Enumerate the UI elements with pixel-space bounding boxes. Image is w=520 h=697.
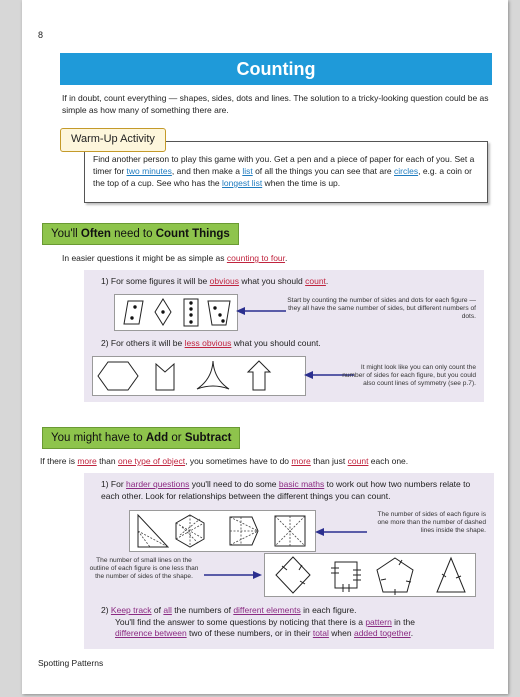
dot (189, 307, 192, 310)
item-text: in the (391, 616, 415, 627)
item-text: You'll find the answer to some questions by noticing that there is a (115, 616, 366, 627)
heading-bold: Count Things (155, 228, 230, 240)
dot (213, 306, 216, 309)
item-text: when (328, 628, 354, 638)
example-item-2 (101, 338, 321, 350)
intro-text: In easier questions it might be as simple as (62, 253, 227, 263)
link-more[interactable]: more (291, 456, 311, 466)
intro-text: each one. (368, 456, 409, 466)
link-pattern[interactable]: pattern (365, 616, 392, 627)
curved-triangle-shape (197, 361, 229, 389)
section-heading-add (42, 427, 240, 449)
dot (221, 319, 224, 322)
link-difference-between[interactable]: difference between (115, 628, 187, 638)
item-text: 2) For others it will be (101, 338, 185, 348)
link-more[interactable]: more (77, 456, 97, 466)
dot (189, 301, 192, 304)
item-text: you'll need to do some (189, 479, 279, 489)
dot (161, 310, 164, 313)
section-heading-count (42, 223, 239, 245)
dashed-line (138, 531, 168, 547)
parallelogram-shape (124, 301, 143, 324)
intro-text: than (96, 456, 118, 466)
warmup-text: when the time is up. (262, 178, 341, 188)
pentagon-shape (377, 558, 413, 592)
intro-text: . (285, 253, 288, 263)
link-longest-list[interactable]: longest list (222, 178, 263, 188)
link-total[interactable]: total (312, 628, 329, 638)
notched-shape (156, 364, 174, 390)
item-text: 1) For some figures it will be (101, 276, 210, 286)
dashed-line-figures (130, 511, 315, 551)
dot (189, 313, 192, 316)
link-basic-maths[interactable]: basic maths (278, 479, 325, 489)
item-text: two of these numbers, or in their (186, 628, 313, 638)
note-small-lines: The number of small lines on the outline of each figure is one less than the number of sides of the shape. (89, 557, 199, 581)
link-added-together[interactable]: added together (353, 628, 411, 638)
warmup-text: , and then make a (171, 166, 243, 176)
trapezium-shape (208, 301, 230, 325)
link-keep-track[interactable]: Keep track (110, 605, 152, 615)
item-text: what you should count. (231, 338, 321, 348)
arrow-icon (236, 306, 286, 316)
item-text: what you should (238, 276, 306, 286)
footer-label: Spotting Patterns (38, 658, 104, 668)
heading-text: or (168, 432, 185, 444)
note-dots: Start by counting the number of sides and dots for each figure — they all have the same number of sides, but different numbers of dots. (287, 297, 476, 321)
intro-paragraph: If in doubt, count everything — shapes, sides, dots and lines. The solution to a tricky-looking question could be as simple as how many of something there are. (62, 93, 489, 115)
item-text: 1) For (101, 479, 127, 489)
section-intro (62, 253, 287, 263)
heading-text: need to (110, 228, 156, 240)
link-harder-questions[interactable]: harder questions (126, 479, 190, 489)
intro-text: than just (310, 456, 348, 466)
arrow-icon (315, 527, 367, 537)
link-different-elements[interactable]: different elements (233, 605, 301, 615)
item-text: the numbers of (171, 605, 234, 615)
intro-text: If there is (40, 456, 78, 466)
link-one-type-of-object[interactable]: one type of object (117, 456, 186, 466)
figure-box-small-lines (264, 553, 476, 597)
example-item-1 (101, 276, 328, 288)
arrow-shape (248, 361, 270, 390)
dot (189, 320, 192, 323)
example-item-3 (101, 479, 486, 502)
dot (218, 313, 221, 316)
link-count[interactable]: count (305, 276, 326, 286)
warmup-text: Find another person to play this game with you. Get a pen and a piece of paper for each of you. Set a timer for (93, 154, 475, 176)
link-all[interactable]: all (163, 605, 172, 615)
example-panel-2 (84, 473, 494, 649)
page-title: Counting (60, 53, 492, 85)
link-list[interactable]: list (242, 166, 253, 176)
link-two-minutes[interactable]: two minutes (126, 166, 172, 176)
symmetry-figures (93, 357, 305, 395)
link-less-obvious[interactable]: less obvious (184, 338, 232, 348)
link-counting-to-four[interactable]: counting to four (226, 253, 286, 263)
arrow-icon (204, 570, 262, 580)
figure-box-dashed (129, 510, 316, 552)
note-symmetry: It might look like you can only count the number of sides for each figure, but you could also count lines of symmetry (see p.7). (342, 364, 476, 388)
page-number: 8 (38, 30, 44, 40)
heading-text: You might have to (51, 432, 146, 444)
item-text: . (410, 628, 414, 638)
example-item-4 (101, 605, 491, 640)
dot-figures (115, 295, 237, 330)
heading-bold: Subtract (184, 432, 232, 444)
item-text: in each figure. (300, 605, 357, 615)
warmup-text: , e.g. a coin or the top of a cup. See who has the (93, 166, 472, 188)
item-text: 2) (101, 605, 111, 615)
note-dashed: The number of sides of each figure is one more than the number of dashed lines inside the shape. (377, 511, 486, 535)
intro-text: , you sometimes have to do (185, 456, 292, 466)
section-intro (40, 456, 408, 466)
item-text: to work out how two numbers relate to each other. Look for relationships between the different things you can count. (101, 479, 471, 501)
heading-bold: Often (80, 228, 111, 240)
figure-box-dots (114, 294, 238, 331)
heading-text: You'll (51, 228, 81, 240)
item-text: . (325, 276, 329, 286)
triangle-shape (437, 558, 465, 592)
hexagon-shape (98, 362, 138, 390)
diamond-shape (276, 557, 310, 593)
example-panel-1 (84, 270, 484, 402)
small-line-figures (265, 554, 475, 596)
dot (130, 316, 133, 319)
link-circles[interactable]: circles (394, 166, 419, 176)
dot (133, 305, 136, 308)
warmup-tag: Warm-Up Activity (60, 128, 166, 152)
heading-bold: Add (145, 432, 169, 444)
link-count[interactable]: count (347, 456, 369, 466)
link-obvious[interactable]: obvious (209, 276, 239, 286)
item-text: of (151, 605, 164, 615)
page (22, 0, 508, 694)
figure-box-symmetry (92, 356, 306, 396)
warmup-text: of all the things you can see that are (252, 166, 394, 176)
triangle-shape (138, 515, 168, 547)
